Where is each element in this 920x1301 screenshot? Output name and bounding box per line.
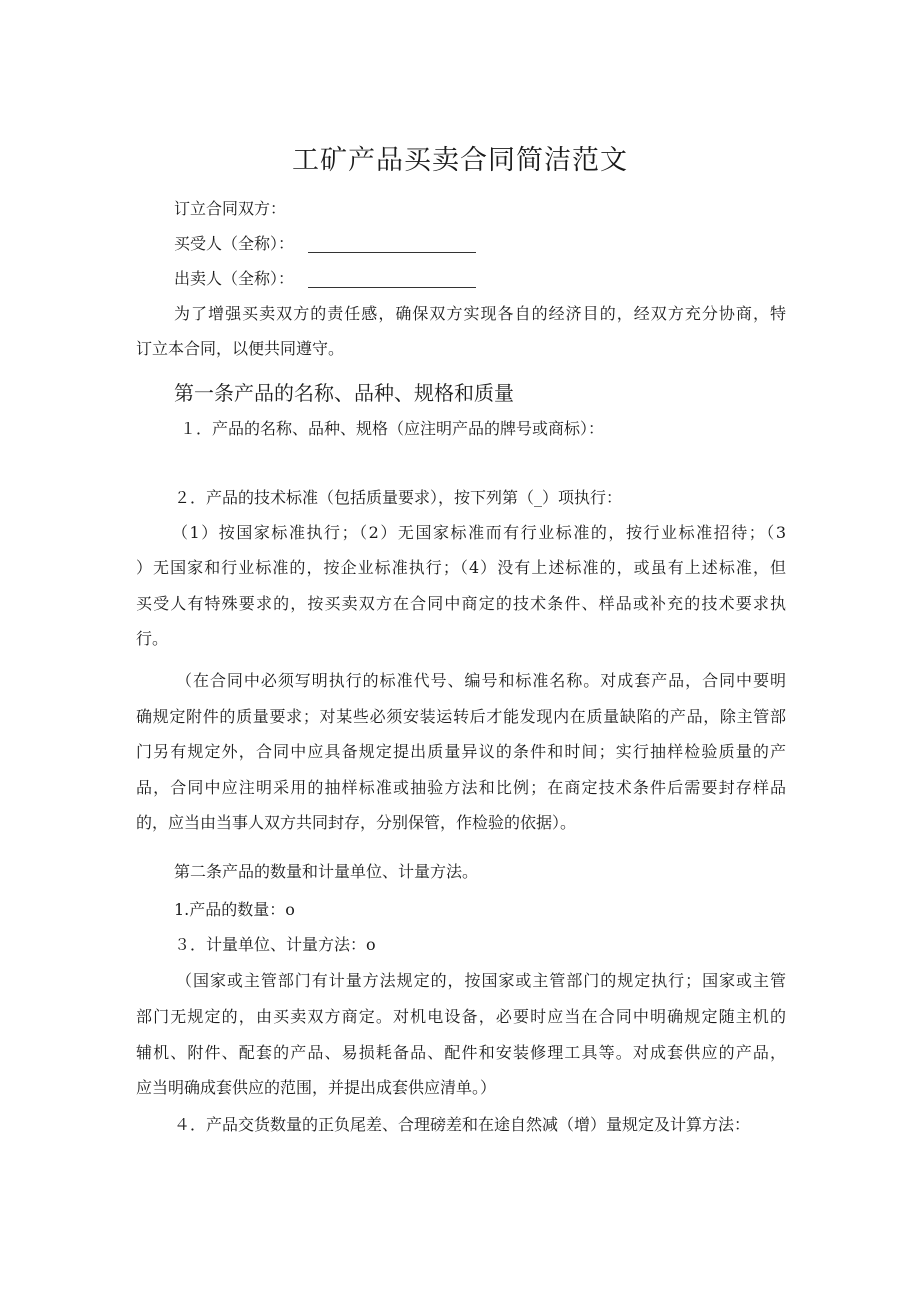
- article1-heading: 第一条产品的名称、品种、规格和质量: [174, 381, 514, 405]
- standards-line-2: ）无国家和行业标准的，按企业标准执行；（4）没有上述标准的，或虽有上述标准，但: [136, 558, 786, 577]
- seller-label: 出卖人（全称）：: [174, 269, 295, 288]
- article1-note-1: （在合同中必须写明执行的标准代号、编号和标准名称。对成套产品，合同中要明: [176, 671, 786, 690]
- article2-item4: ４．产品交货数量的正负尾差、合理磅差和在途自然减（增）量规定及计算方法：: [174, 1115, 751, 1134]
- document-title: 工矿产品买卖合同简洁范文: [292, 145, 628, 176]
- article2-heading: 第二条产品的数量和计量单位、计量方法。: [174, 862, 479, 881]
- preamble-line-1: 为了增强买卖双方的责任感，确保双方实现各自的经济目的，经双方充分协商，特: [174, 304, 786, 323]
- seller-name-blank: [308, 271, 476, 288]
- article1-item2: ２．产品的技术标准（包括质量要求），按下列第（_）项执行：: [174, 488, 623, 507]
- parties-intro: 订立合同双方：: [174, 199, 287, 218]
- article2-note-1: （国家或主管部门有计量方法规定的，按国家或主管部门的规定执行；国家或主管: [176, 971, 786, 990]
- standards-line-4: 行。: [136, 629, 169, 648]
- article2-note-4: 应当明确成套供应的范围，并提出成套供应清单。）: [136, 1078, 497, 1097]
- preamble-line-2: 订立本合同，以便共同遵守。: [136, 339, 345, 358]
- article1-note-4: 品，合同中应注明采用的抽样标准或抽验方法和比例；在商定技术条件后需要封存样品: [136, 778, 786, 797]
- buyer-label: 买受人（全称）：: [174, 234, 295, 253]
- standards-line-3: 买受人有特殊要求的，按买卖双方在合同中商定的技术条件、样品或补充的技术要求执: [136, 594, 786, 613]
- article2-item3: ３．计量单位、计量方法：o: [174, 935, 376, 954]
- buyer-name-blank: [308, 236, 476, 253]
- standards-line-1: （1）按国家标准执行；（2）无国家标准而有行业标准的，按行业标准招待；（3: [172, 523, 786, 542]
- article1-item1: １．产品的名称、品种、规格（应注明产品的牌号或商标）：: [180, 419, 605, 438]
- seller-line: [174, 268, 476, 290]
- buyer-line: [174, 233, 476, 255]
- article2-item1: 1.产品的数量：o: [174, 900, 295, 919]
- article1-note-3: 门另有规定外，合同中应具备规定提出质量异议的条件和时间；实行抽样检验质量的产: [136, 742, 786, 761]
- article2-note-3: 辅机、附件、配套的产品、易损耗备品、配件和安装修理工具等。对成套供应的产品，: [136, 1043, 786, 1062]
- article1-note-5: 的，应当由当事人双方共同封存，分别保管，作检验的依据）。: [136, 813, 577, 832]
- article1-note-2: 确规定附件的质量要求；对某些必须安装运转后才能发现内在质量缺陷的产品，除主管部: [136, 707, 786, 726]
- article2-note-2: 部门无规定的，由买卖双方商定。对机电设备，必要时应当在合同中明确规定随主机的: [136, 1007, 786, 1026]
